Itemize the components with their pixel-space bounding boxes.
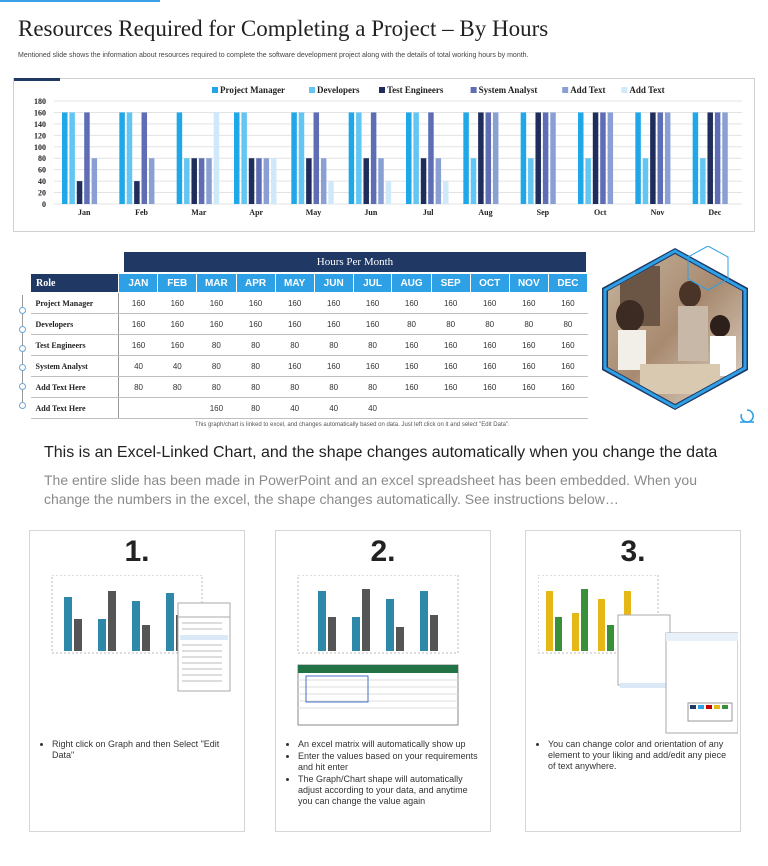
timeline-dot [19,364,26,371]
bar [378,158,384,204]
bar [77,181,83,204]
x-tick-label: Jul [422,208,434,217]
bar [271,158,277,204]
bar [214,112,220,204]
bar [241,112,247,204]
y-tick-label: 120 [34,131,46,141]
hours-cell[interactable]: 80 [314,335,353,356]
hours-cell[interactable]: 40 [119,356,158,377]
hours-cell[interactable] [548,398,587,419]
step-number: 2. [370,535,396,568]
bar [543,112,549,204]
page-title: Resources Required for Completing a Project – By Hours [18,16,549,41]
bar [406,112,412,204]
instruction-card-2 [275,530,491,832]
hours-cell[interactable]: 160 [431,293,470,314]
bar [658,112,664,204]
hours-cell[interactable]: 160 [197,314,236,335]
hours-cell[interactable]: 40 [314,398,353,419]
hours-cell[interactable]: 160 [548,335,587,356]
hours-cell[interactable]: 80 [236,335,275,356]
month-header: DEC [548,274,587,293]
bar [142,112,148,204]
bar-chart [14,79,754,231]
bar [593,112,599,204]
bar [234,112,240,204]
bar [550,112,556,204]
bar [206,158,212,204]
role-column-header: Role [31,274,119,293]
bar [722,112,728,204]
role-cell: Add Text Here [31,377,119,398]
step-bullets [284,739,478,808]
hours-cell[interactable]: 160 [275,356,314,377]
hours-cell[interactable]: 80 [431,314,470,335]
hours-cell[interactable]: 160 [431,356,470,377]
hours-cell[interactable]: 160 [119,314,158,335]
bar [600,112,606,204]
legend-swatch [562,87,568,93]
hours-cell[interactable]: 160 [392,356,431,377]
x-tick-label: Oct [593,208,607,217]
table-row [31,314,588,335]
legend-label: Project Manager [220,85,286,95]
excel-matrix-illustration [288,575,478,735]
hours-cell[interactable]: 160 [119,335,158,356]
hours-cell[interactable]: 160 [392,335,431,356]
bar [643,158,649,204]
bar [249,158,255,204]
hours-cell[interactable]: 160 [275,293,314,314]
hours-cell[interactable]: 160 [119,293,158,314]
hours-table[interactable] [30,273,588,419]
hours-cell[interactable]: 160 [548,356,587,377]
format-data-series-illustration [538,575,738,735]
bar [127,112,133,204]
hours-cell[interactable]: 80 [509,314,548,335]
bar [471,158,477,204]
hours-cell[interactable]: 80 [158,377,197,398]
bar [299,112,305,204]
step-number: 1. [124,535,150,568]
hours-cell[interactable]: 40 [158,356,197,377]
bar [84,112,90,204]
y-tick-label: 60 [38,165,46,175]
excel-linked-note: This graph/chart is linked to excel, and changes automatically based on data. Just left click on it and select "Edit Data". [195,422,510,428]
legend-swatch [471,87,477,93]
legend-label: Add Text [570,85,606,95]
hours-cell[interactable]: 160 [470,335,509,356]
hours-cell[interactable]: 80 [236,356,275,377]
hours-cell[interactable]: 160 [314,356,353,377]
legend-label: Developers [317,85,360,95]
hours-cell[interactable]: 160 [158,293,197,314]
bar [715,112,721,204]
hours-cell[interactable]: 160 [197,293,236,314]
step-number: 3. [620,535,646,568]
step-bullets [38,739,232,762]
step-bullets [534,739,728,773]
bar [413,112,419,204]
hours-cell[interactable]: 160 [470,293,509,314]
hours-cell[interactable]: 80 [314,377,353,398]
refresh-icon[interactable] [738,407,756,425]
hours-cell[interactable]: 80 [275,377,314,398]
bar-chart-panel[interactable] [13,78,755,232]
bar [386,181,392,204]
month-header: FEB [158,274,197,293]
bar [463,112,469,204]
bar [62,112,68,204]
bar [321,158,327,204]
hours-cell[interactable]: 160 [509,356,548,377]
hours-cell[interactable]: 160 [509,377,548,398]
bar [306,158,312,204]
bar [199,158,205,204]
hours-cell[interactable]: 160 [431,335,470,356]
bar [521,112,527,204]
table-row [31,293,588,314]
hours-cell[interactable]: 160 [236,314,275,335]
bar [493,112,499,204]
y-tick-label: 80 [38,154,46,164]
table-row [31,335,588,356]
hours-cell[interactable]: 160 [353,293,392,314]
hours-cell[interactable]: 160 [392,293,431,314]
hours-cell[interactable]: 40 [275,398,314,419]
right-click-menu-illustration [42,575,232,735]
month-header: APR [236,274,275,293]
y-tick-label: 0 [42,200,46,209]
bar [177,112,183,204]
legend-label: Test Engineers [387,85,444,95]
x-tick-label: Jun [364,208,378,217]
legend-swatch [212,87,218,93]
instruction-card-3 [525,530,741,832]
hours-cell[interactable]: 80 [470,314,509,335]
month-header: NOV [509,274,548,293]
x-tick-label: May [305,208,322,217]
bar [328,181,334,204]
bar [700,158,706,204]
hours-cell[interactable]: 160 [548,377,587,398]
timeline-dot [19,326,26,333]
role-cell: System Analyst [31,356,119,377]
month-header: JAN [119,274,158,293]
x-tick-label: Apr [249,208,264,217]
bar [119,112,125,204]
legend-swatch [379,87,385,93]
hours-cell[interactable]: 80 [353,335,392,356]
x-tick-label: Dec [708,208,722,217]
x-tick-label: Jan [77,208,91,217]
role-cell: Add Text Here [31,398,119,419]
legend-swatch [309,87,315,93]
hours-cell[interactable]: 160 [353,356,392,377]
bar [134,181,140,204]
table-row [31,398,588,419]
bar [707,112,713,204]
bar [184,158,190,204]
hours-cell[interactable]: 160 [236,293,275,314]
hours-cell[interactable]: 80 [119,377,158,398]
x-tick-label: Sep [536,208,550,217]
hours-cell[interactable]: 80 [236,398,275,419]
x-tick-label: Mar [191,208,207,217]
month-header: JUN [314,274,353,293]
bar [585,158,591,204]
bar [486,112,492,204]
hours-cell[interactable] [119,398,158,419]
bar [92,158,98,204]
step-bullet: • You can change color and orientation of any element to your liking and add/edit any piece of text anywhere. [548,739,728,772]
hours-cell[interactable]: 160 [392,377,431,398]
section-body: The entire slide has been made in PowerPoint and an excel spreadsheet has been embedded. When you change the numbers in the excel, the shape changes automatically. See instructions below… [44,472,697,507]
bar [478,112,484,204]
step-bullet: • The Graph/Chart shape will automatically adjust according to your data, and anytime you can change the value again [298,774,478,807]
month-header: OCT [470,274,509,293]
hours-cell[interactable]: 160 [509,293,548,314]
bar [356,112,362,204]
hours-cell[interactable] [431,398,470,419]
x-tick-label: Aug [478,208,493,217]
hours-cell[interactable]: 160 [509,335,548,356]
bar [693,112,699,204]
bar [528,158,534,204]
bar [436,158,442,204]
x-tick-label: Nov [650,208,665,217]
hours-cell[interactable] [158,398,197,419]
section-heading: This is an Excel-Linked Chart, and the shape changes automatically when you change the data [44,444,718,461]
bar [349,112,355,204]
timeline-dot [19,383,26,390]
month-header: MAR [197,274,236,293]
bar [69,112,75,204]
hours-cell[interactable]: 160 [314,314,353,335]
month-header: JUL [353,274,392,293]
hours-cell[interactable]: 80 [197,377,236,398]
hours-cell[interactable]: 80 [353,377,392,398]
hours-cell[interactable]: 160 [314,293,353,314]
month-header: MAY [275,274,314,293]
bar [264,158,270,204]
bar [428,112,434,204]
bar [149,158,155,204]
hours-cell[interactable]: 160 [158,314,197,335]
hours-cell[interactable]: 80 [392,314,431,335]
y-tick-label: 180 [34,97,46,106]
hours-cell[interactable]: 80 [197,335,236,356]
legend-label: Add Text [629,85,665,95]
step-bullet: • An excel matrix will automatically show up [298,739,478,750]
hours-per-month-header: Hours Per Month [124,252,586,272]
bar [443,181,449,204]
bar [635,112,641,204]
legend-label: System Analyst [478,85,538,95]
step-bullet: • Enter the values based on your requirements and hit enter [298,751,478,773]
y-tick-label: 40 [38,177,46,187]
hours-cell[interactable]: 160 [470,356,509,377]
role-cell: Developers [31,314,119,335]
hours-cell[interactable]: 160 [353,314,392,335]
timeline-dot [19,402,26,409]
month-header: AUG [392,274,431,293]
role-cell: Project Manager [31,293,119,314]
hours-cell[interactable]: 160 [158,335,197,356]
y-tick-label: 160 [34,108,46,118]
table-row [31,377,588,398]
hours-cell[interactable] [392,398,431,419]
table-row [31,356,588,377]
hours-cell[interactable]: 80 [236,377,275,398]
instruction-card-1 [29,530,245,832]
hours-cell[interactable]: 160 [197,398,236,419]
hours-cell[interactable] [470,398,509,419]
hours-cell[interactable]: 160 [470,377,509,398]
bar [291,112,297,204]
step-bullet: • Right click on Graph and then Select "Edit Data" [52,739,232,761]
bar [371,112,377,204]
y-tick-label: 100 [34,142,46,152]
hours-cell[interactable] [509,398,548,419]
bar [578,112,584,204]
bar [535,112,541,204]
timeline-dot [19,345,26,352]
bar [650,112,656,204]
timeline-dot [19,307,26,314]
top-accent-line [0,0,160,2]
x-tick-label: Feb [135,208,148,217]
y-tick-label: 140 [34,119,46,129]
legend-swatch [621,87,627,93]
bar [256,158,262,204]
role-cell: Test Engineers [31,335,119,356]
hours-cell[interactable]: 80 [548,314,587,335]
bar [191,158,197,204]
hours-cell[interactable]: 160 [431,377,470,398]
month-header: SEP [431,274,470,293]
y-tick-label: 20 [38,188,46,198]
bar [665,112,671,204]
bar [421,158,427,204]
bar [363,158,369,204]
hours-cell[interactable]: 160 [275,314,314,335]
hours-cell[interactable]: 160 [548,293,587,314]
page-subtitle: Mentioned slide shows the information about resources required to complete the software development project along with the details of total working hours by month. [18,52,529,59]
hours-cell[interactable]: 80 [197,356,236,377]
bar [314,112,320,204]
hours-cell[interactable]: 40 [353,398,392,419]
bar [608,112,614,204]
team-photo-hexagon [600,246,750,412]
hours-cell[interactable]: 80 [275,335,314,356]
